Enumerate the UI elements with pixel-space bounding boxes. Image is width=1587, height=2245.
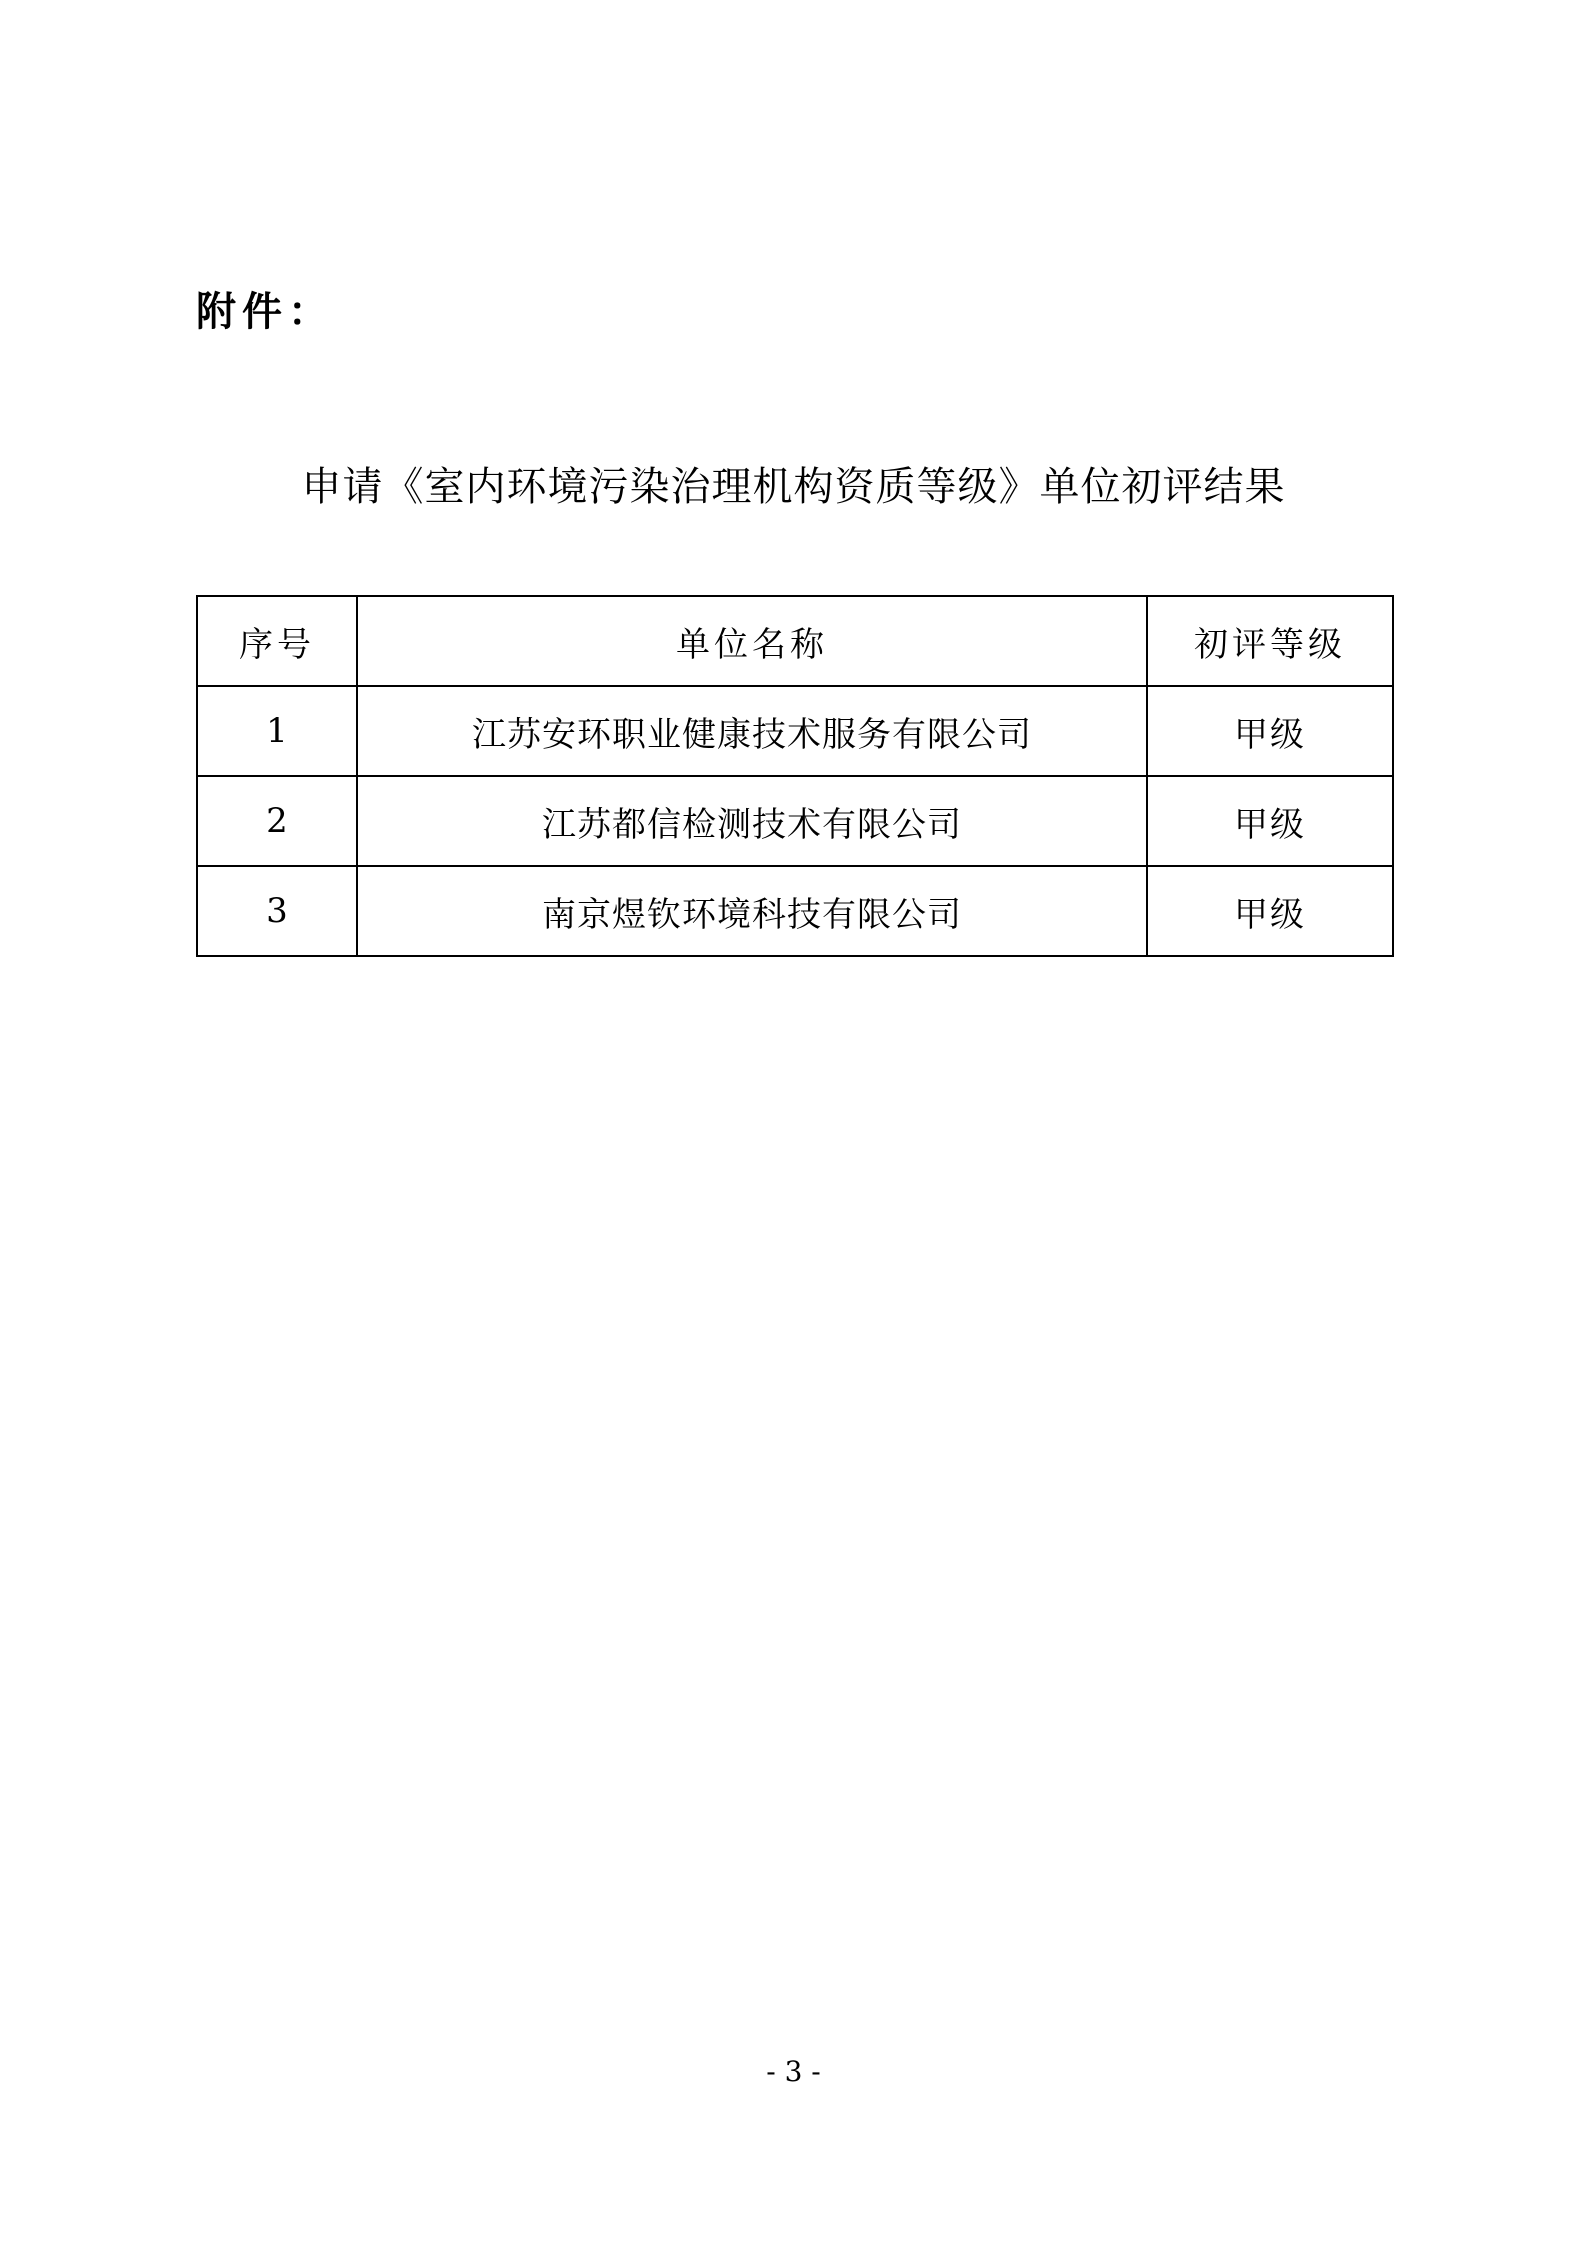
column-header-index: 序号: [197, 596, 357, 686]
table-row: [197, 776, 1393, 866]
page-title: 申请《室内环境污染治理机构资质等级》单位初评结果: [301, 464, 1286, 510]
page-number: - 3 -: [766, 2055, 821, 2088]
cell-grade: 甲级: [1147, 686, 1393, 776]
column-header-grade: 初评等级: [1147, 596, 1393, 686]
table-row: [197, 686, 1393, 776]
attachment-label: 附件：: [196, 288, 334, 335]
cell-grade: 甲级: [1147, 866, 1393, 956]
results-table: [196, 595, 1394, 957]
cell-index: 2: [197, 776, 357, 866]
results-table-container: [196, 595, 1392, 957]
table-header-row: [197, 596, 1393, 686]
cell-unit-name: 江苏安环职业健康技术服务有限公司: [357, 686, 1147, 776]
cell-index: 3: [197, 866, 357, 956]
cell-unit-name: 江苏都信检测技术有限公司: [357, 776, 1147, 866]
cell-index: 1: [197, 686, 357, 776]
cell-grade: 甲级: [1147, 776, 1393, 866]
cell-unit-name: 南京煜钦环境科技有限公司: [357, 866, 1147, 956]
table-row: [197, 866, 1393, 956]
column-header-name: 单位名称: [357, 596, 1147, 686]
